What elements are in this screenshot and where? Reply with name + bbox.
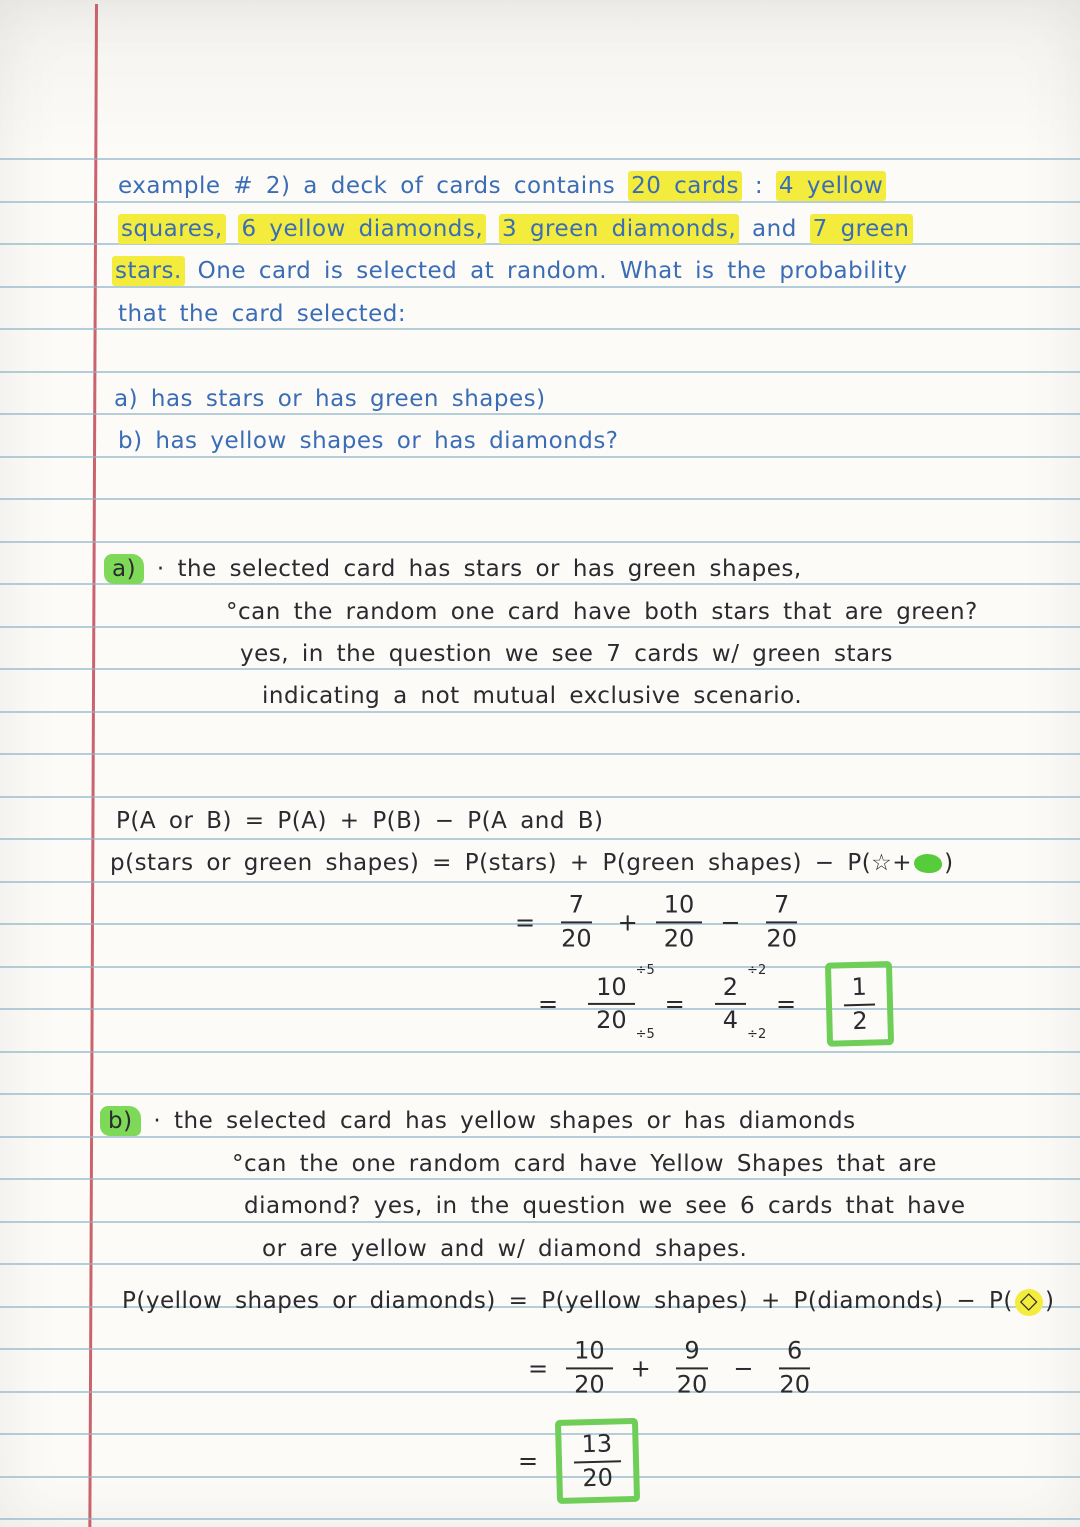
- text-segment: that the card selected:: [118, 301, 407, 327]
- fraction: [669, 1337, 716, 1398]
- text-segment: or are yellow and w/ diamond shapes.: [262, 1236, 748, 1262]
- fraction-denominator: 20: [582, 1463, 614, 1492]
- text-segment: P(yellow shapes or diamonds) = P(yellow shapes) + P(diamonds) − P(: [122, 1288, 1013, 1314]
- fraction-numerator: 6: [787, 1336, 803, 1365]
- question-line-1: [118, 170, 886, 202]
- fraction-numerator: 7: [774, 890, 790, 919]
- text-segment: · the selected card has stars or has green shapes,: [144, 556, 802, 582]
- text-segment: −: [720, 908, 741, 936]
- text-segment: indicating a not mutual exclusive scenario.: [262, 683, 803, 709]
- text-segment: =: [518, 1447, 539, 1475]
- math-a-row-2: [538, 962, 893, 1046]
- text-segment: [486, 216, 499, 242]
- fraction-denominator: 20: [779, 1370, 810, 1398]
- text-segment: [226, 216, 239, 242]
- question-part-a: [114, 383, 546, 415]
- formula-general: [116, 805, 604, 837]
- ruled-line: [0, 881, 1080, 883]
- ruled-line: [0, 1093, 1080, 1095]
- cancel-annotation: ÷5: [635, 962, 655, 978]
- fraction-numerator: 10: [596, 972, 627, 1001]
- fraction: [573, 1430, 621, 1492]
- text-segment: +: [630, 1354, 651, 1382]
- text-segment: ): [1045, 1288, 1055, 1314]
- yellow-highlighted-text: stars.: [112, 256, 185, 286]
- formula-a: [110, 847, 954, 879]
- text-segment: a) has stars or has green shapes): [114, 386, 546, 412]
- text-segment: =: [538, 990, 559, 1018]
- ruled-line: [0, 838, 1080, 840]
- fraction-numerator: 9: [684, 1336, 700, 1365]
- fraction-numerator: 10: [574, 1336, 605, 1365]
- text-segment: −: [733, 1354, 754, 1382]
- text-segment: =: [515, 908, 536, 936]
- text-segment: °can the random one card have both stars that are green?: [226, 599, 978, 625]
- fraction-numerator: 7: [568, 890, 585, 919]
- ruled-line: [0, 158, 1080, 160]
- fraction: [566, 1337, 613, 1398]
- text-segment: p(stars or green shapes) = P(stars) + P(green shapes) − P(☆+: [110, 850, 913, 876]
- fraction: [588, 962, 655, 1042]
- fraction-denominator: 20: [596, 1006, 627, 1034]
- answer-b-line-4: [262, 1233, 747, 1265]
- fraction-numerator: 13: [581, 1429, 613, 1459]
- fraction-denominator: 20: [574, 1370, 605, 1398]
- text-segment: · the selected card has yellow shapes or has diamonds: [140, 1108, 856, 1134]
- fraction-denominator: 20: [561, 924, 592, 952]
- question-line-4: [118, 298, 406, 330]
- text-segment: =: [664, 990, 685, 1018]
- fraction-denominator: 20: [663, 924, 695, 952]
- ruled-line: [0, 498, 1080, 500]
- fraction-numerator: 1: [851, 972, 868, 1002]
- answer-b-line-2: [232, 1148, 937, 1180]
- text-segment: P(A or B) = P(A) + P(B) − P(A and B): [116, 808, 604, 834]
- yellow-highlighted-text: 6 yellow diamonds,: [238, 214, 486, 244]
- text-segment: example # 2) a deck of cards contains: [118, 173, 629, 199]
- text-segment: °can the one random card have Yellow Shapes that are: [232, 1151, 937, 1177]
- fraction-denominator: 20: [676, 1370, 708, 1398]
- yellow-highlighted-text: 4 yellow: [776, 171, 886, 201]
- fraction: [553, 891, 600, 952]
- answer-b-line-3: [244, 1190, 966, 1222]
- yellow-highlighted-text: 7 green: [810, 214, 913, 244]
- green-highlighted-label: a): [104, 554, 144, 584]
- yellow-highlighted-text: 20 cards: [628, 171, 742, 201]
- answer-a-line-2: [226, 596, 978, 628]
- answer-box: [555, 1418, 640, 1504]
- fraction: [758, 891, 805, 952]
- ruled-line: [0, 1051, 1080, 1053]
- cancel-annotation: ÷2: [747, 962, 767, 978]
- fraction: [715, 962, 767, 1042]
- answer-a-line-1: [104, 553, 802, 585]
- yellow-highlighted-text: 3 green diamonds,: [499, 214, 739, 244]
- ruled-line: [0, 1518, 1080, 1520]
- fraction-numerator: 10: [663, 890, 695, 919]
- text-segment: =: [776, 990, 797, 1018]
- yellow-highlighted-text: squares,: [118, 214, 226, 244]
- fraction-denominator: 2: [852, 1006, 869, 1035]
- math-b-row-1: [528, 1337, 818, 1398]
- answer-a-line-4: [262, 680, 802, 712]
- fraction-denominator: 4: [722, 1006, 739, 1034]
- green-blob-icon: [914, 854, 942, 873]
- text-segment: yes, in the question we see 7 cards w/ green stars: [240, 641, 894, 667]
- fraction-numerator: 2: [722, 972, 739, 1001]
- text-segment: diamond? yes, in the question we see 6 cards that have: [244, 1193, 966, 1219]
- math-b-row-2: [518, 1419, 639, 1503]
- cancel-annotation: ÷5: [635, 1026, 655, 1042]
- ruled-line: [0, 541, 1080, 543]
- math-a-row-1: [515, 891, 805, 952]
- fraction-denominator: 20: [766, 924, 797, 952]
- ruled-line: [0, 753, 1080, 755]
- text-segment: and: [739, 216, 810, 242]
- cancel-annotation: ÷2: [747, 1026, 767, 1042]
- answer-box: [825, 961, 894, 1047]
- ruled-line: [0, 371, 1080, 373]
- answer-b-line-1: [100, 1105, 856, 1137]
- question-part-b: [118, 425, 619, 457]
- fraction: [656, 891, 703, 952]
- margin-rule-line: [88, 4, 98, 1527]
- question-line-2: [118, 213, 913, 245]
- question-line-3: [112, 255, 908, 287]
- answer-a-line-3: [240, 638, 893, 670]
- text-segment: One card is selected at random. What is the probability: [184, 258, 908, 284]
- fraction: [771, 1337, 818, 1398]
- text-segment: =: [528, 1354, 549, 1382]
- fraction: [843, 974, 876, 1036]
- diamond-yellow-icon: ◇: [1015, 1289, 1043, 1316]
- text-segment: :: [742, 173, 776, 199]
- text-segment: +: [617, 908, 638, 936]
- text-segment: ): [944, 850, 954, 876]
- text-segment: b) has yellow shapes or has diamonds?: [118, 428, 619, 454]
- ruled-line: [0, 796, 1080, 798]
- green-highlighted-label: b): [100, 1106, 141, 1136]
- formula-b: [122, 1285, 1055, 1317]
